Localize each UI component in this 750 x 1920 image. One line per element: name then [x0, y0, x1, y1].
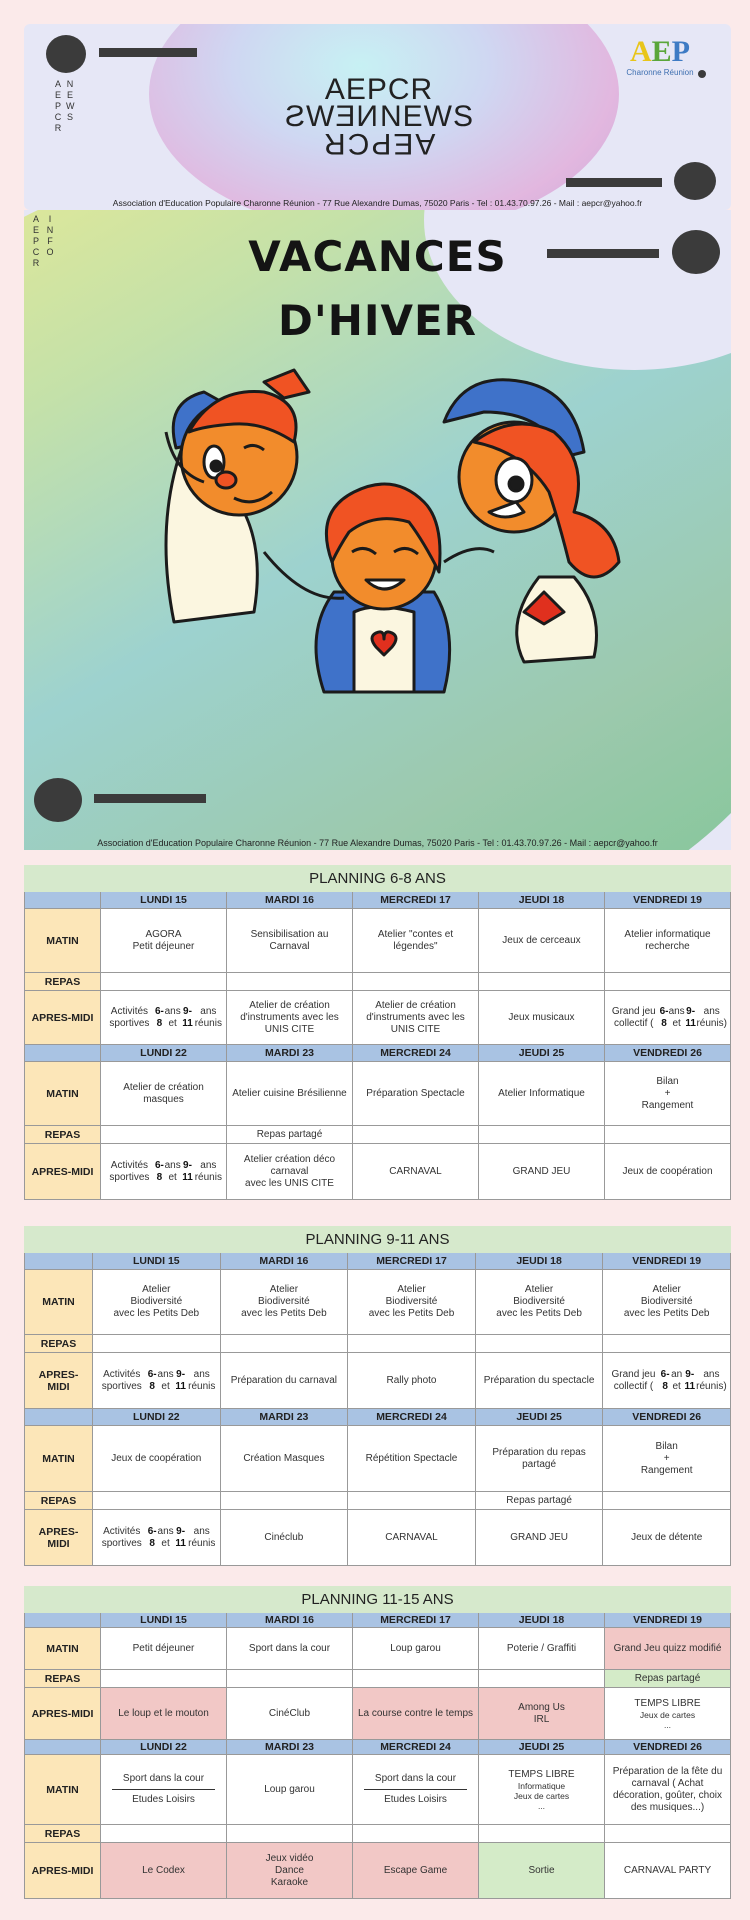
row-label-apres-midi: APRES-MIDI	[25, 1510, 93, 1566]
newsletter-header	[24, 24, 731, 210]
day-header: MERCREDI 17	[353, 892, 479, 909]
day-header: VENDREDI 26	[605, 1045, 731, 1062]
activity-cell	[101, 1755, 227, 1825]
planning-9-11	[24, 1226, 731, 1566]
planning-table	[24, 1613, 731, 1899]
row-label-apres-midi: APRES-MIDI	[25, 1353, 93, 1409]
activity-cell: Grand jeu collectif ( 6-8 ans et 9-11 ans réunis)	[605, 991, 731, 1045]
day-header: MARDI 23	[227, 1740, 353, 1755]
row-label-apres-midi: APRES-MIDI	[25, 1843, 101, 1899]
activity-cell: Atelier de création d'instruments avec les UNIS CITE	[227, 991, 353, 1045]
side-letters-left: A E P C R	[32, 214, 40, 268]
activity-cell: Grand jeu collectif ( 6-8 an et 9-11 ans réunis)	[603, 1353, 731, 1409]
header-corner	[25, 1253, 93, 1270]
decorative-bar	[566, 178, 662, 187]
header-corner	[25, 1740, 101, 1755]
day-header: LUNDI 22	[101, 1045, 227, 1062]
activity-cell: CARNAVAL	[353, 1144, 479, 1200]
activity-cell: Jeux de détente	[603, 1510, 731, 1566]
repas-cell: Repas partagé	[227, 1126, 353, 1144]
row-label-matin: MATIN	[25, 909, 101, 973]
repas-cell	[353, 1670, 479, 1688]
repas-cell	[101, 973, 227, 991]
activity-cell	[353, 1755, 479, 1825]
logo-dot	[698, 70, 706, 78]
day-header: MERCREDI 24	[353, 1740, 479, 1755]
repas-cell	[603, 1335, 731, 1353]
activity-cell: Jeux de cerceaux	[479, 909, 605, 973]
header-corner	[25, 1045, 101, 1062]
masthead	[269, 73, 489, 160]
activity-cell: Préparation du carnaval	[221, 1353, 349, 1409]
day-header: LUNDI 22	[101, 1740, 227, 1755]
repas-cell	[353, 1825, 479, 1843]
repas-cell-highlight: Repas partagé	[605, 1670, 731, 1688]
day-header: MERCREDI 17	[348, 1253, 476, 1270]
day-header: LUNDI 15	[93, 1253, 221, 1270]
day-header: MERCREDI 24	[348, 1409, 476, 1426]
repas-cell	[227, 1825, 353, 1843]
vacances-card	[24, 210, 731, 850]
logo-mark: AEP	[629, 35, 690, 68]
activity-cell: Atelier Biodiversité avec les Petits Deb	[476, 1270, 604, 1335]
day-header: MARDI 16	[227, 892, 353, 909]
row-label-repas: REPAS	[25, 1126, 101, 1144]
day-header: JEUDI 25	[479, 1045, 605, 1062]
activity-cell	[605, 1688, 731, 1740]
activity-cell: Petit déjeuner	[101, 1628, 227, 1670]
activity-cell-highlight: La course contre le temps	[353, 1688, 479, 1740]
day-header: MERCREDI 24	[353, 1045, 479, 1062]
address-line: Association d'Education Populaire Charonne Réunion - 77 Rue Alexandre Dumas, 75020 Paris - Tel : 01.43.70.97.26 - Mail : aepcr@yahoo.fr	[97, 838, 658, 848]
repas-cell	[605, 973, 731, 991]
activity-cell: Atelier "contes et légendes"	[353, 909, 479, 973]
day-header: JEUDI 18	[479, 1613, 605, 1628]
planning-6-8	[24, 865, 731, 1200]
repas-cell	[227, 973, 353, 991]
masthead-news: NEWS	[380, 100, 474, 133]
repas-cell	[479, 1126, 605, 1144]
row-label-matin: MATIN	[25, 1270, 93, 1335]
activity-cell-highlight: Among Us IRL	[479, 1688, 605, 1740]
day-header: MARDI 23	[221, 1409, 349, 1426]
activity-title: TEMPS LIBRE	[634, 1697, 701, 1709]
repas-cell	[353, 973, 479, 991]
activity-cell-highlight: Le loup et le mouton	[101, 1688, 227, 1740]
repas-cell	[605, 1825, 731, 1843]
planning-title: PLANNING 11-15 ANS	[24, 1586, 731, 1613]
row-label-repas: REPAS	[25, 1335, 93, 1353]
activity-cell: Préparation de la fête du carnaval ( Achat décoration, goûter, choix des musiques...)	[605, 1755, 731, 1825]
row-label-matin: MATIN	[25, 1628, 101, 1670]
activity-cell	[479, 1755, 605, 1825]
activity-cell: CARNAVAL	[348, 1510, 476, 1566]
repas-cell	[348, 1492, 476, 1510]
activity-cell: Jeux de coopération	[605, 1144, 731, 1200]
row-label-matin: MATIN	[25, 1062, 101, 1126]
repas-cell	[93, 1335, 221, 1353]
header-corner	[25, 1613, 101, 1628]
activity-cell: Création Masques	[221, 1426, 349, 1492]
activity-cell: Atelier de création d'instruments avec les UNIS CITE	[353, 991, 479, 1045]
masthead-title-flipped: AEPCR	[322, 127, 436, 160]
activity-cell: Loup garou	[353, 1628, 479, 1670]
day-header: JEUDI 25	[479, 1740, 605, 1755]
children-illustration	[144, 362, 634, 702]
activity-cell: Bilan + Rangement	[605, 1062, 731, 1126]
repas-cell	[221, 1492, 349, 1510]
activity-cell: Bilan + Rangement	[603, 1426, 731, 1492]
activity-cell: Répétition Spectacle	[348, 1426, 476, 1492]
repas-cell	[221, 1335, 349, 1353]
activity-cell: Activités sportives 6-8 ans et 9-11 ans réunis	[93, 1353, 221, 1409]
header-corner	[25, 892, 101, 909]
day-header: LUNDI 15	[101, 1613, 227, 1628]
activity-subtitle: Jeux de cartes ...	[639, 1709, 696, 1730]
decorative-dot	[46, 35, 86, 73]
repas-cell	[101, 1126, 227, 1144]
activity-cell: Rally photo	[348, 1353, 476, 1409]
row-label-repas: REPAS	[25, 1670, 101, 1688]
planning-title: PLANNING 6-8 ANS	[24, 865, 731, 892]
aep-logo	[617, 36, 703, 82]
day-header: VENDREDI 26	[605, 1740, 731, 1755]
row-label-repas: REPAS	[25, 973, 101, 991]
activity-cell: CARNAVAL PARTY	[605, 1843, 731, 1899]
option-divider	[112, 1789, 214, 1790]
repas-cell	[479, 1670, 605, 1688]
activity-cell: Sensibilisation au Carnaval	[227, 909, 353, 973]
activity-option: Sport dans la cour	[374, 1773, 457, 1784]
masthead-title: AEPCR	[324, 73, 434, 106]
activity-cell-highlight: Escape Game	[353, 1843, 479, 1899]
side-letters-left: A E P C R	[54, 79, 62, 133]
activity-option: Sport dans la cour	[122, 1773, 205, 1784]
row-label-matin: MATIN	[25, 1426, 93, 1492]
repas-cell	[227, 1670, 353, 1688]
day-header: VENDREDI 26	[603, 1409, 731, 1426]
decorative-dot	[674, 162, 716, 200]
row-label-repas: REPAS	[25, 1825, 101, 1843]
row-label-apres-midi: APRES-MIDI	[25, 1144, 101, 1200]
decorative-bar	[99, 48, 197, 57]
day-header: MARDI 16	[227, 1613, 353, 1628]
activity-cell: Sport dans la cour	[227, 1628, 353, 1670]
header-corner	[25, 1409, 93, 1426]
planning-table	[24, 892, 731, 1200]
activity-cell: Atelier Biodiversité avec les Petits Deb	[221, 1270, 349, 1335]
repas-cell	[479, 1825, 605, 1843]
decorative-dot	[34, 778, 82, 822]
side-letters-right: N E W S	[66, 79, 75, 122]
activity-cell: Atelier Biodiversité avec les Petits Deb	[348, 1270, 476, 1335]
activity-cell: Atelier Informatique	[479, 1062, 605, 1126]
activity-cell: Atelier informatique recherche	[605, 909, 731, 973]
row-label-apres-midi: APRES-MIDI	[25, 991, 101, 1045]
repas-cell	[353, 1126, 479, 1144]
activity-cell: Activités sportives 6-8 ans et 9-11 ans réunis	[93, 1510, 221, 1566]
repas-cell	[348, 1335, 476, 1353]
day-header: JEUDI 18	[479, 892, 605, 909]
activity-title: TEMPS LIBRE	[508, 1768, 575, 1780]
option-divider	[364, 1789, 466, 1790]
day-header: VENDREDI 19	[605, 1613, 731, 1628]
title-line-2: D'HIVER	[277, 296, 478, 345]
activity-cell: Atelier cuisine Brésilienne	[227, 1062, 353, 1126]
decorative-dot	[672, 230, 720, 274]
activity-cell: AGORA Petit déjeuner	[101, 909, 227, 973]
planning-11-15	[24, 1586, 731, 1899]
title-line-1: VACANCES	[248, 232, 507, 281]
day-header: LUNDI 15	[101, 892, 227, 909]
activity-cell-highlight: Jeux vidéo Dance Karaoke	[227, 1843, 353, 1899]
row-label-matin: MATIN	[25, 1755, 101, 1825]
activity-cell: Poterie / Graffiti	[479, 1628, 605, 1670]
activity-cell: Cinéclub	[221, 1510, 349, 1566]
activity-cell: Préparation du spectacle	[476, 1353, 604, 1409]
day-header: VENDREDI 19	[605, 892, 731, 909]
day-header: MERCREDI 17	[353, 1613, 479, 1628]
repas-cell: Repas partagé	[476, 1492, 604, 1510]
activity-option: Etudes Loisirs	[132, 1794, 195, 1805]
activity-cell: Atelier création déco carnaval avec les UNIS CITE	[227, 1144, 353, 1200]
row-label-apres-midi: APRES-MIDI	[25, 1688, 101, 1740]
day-header: MARDI 16	[221, 1253, 349, 1270]
side-letters-right: I N F O	[46, 214, 54, 257]
repas-cell	[101, 1825, 227, 1843]
activity-cell: CinéClub	[227, 1688, 353, 1740]
activity-cell: Jeux musicaux	[479, 991, 605, 1045]
address-line: Association d'Education Populaire Charonne Réunion - 77 Rue Alexandre Dumas, 75020 Paris - Tel : 01.43.70.97.26 - Mail : aepcr@yahoo.fr	[112, 198, 643, 208]
planning-title: PLANNING 9-11 ANS	[24, 1226, 731, 1253]
repas-cell	[101, 1670, 227, 1688]
activity-cell: Loup garou	[227, 1755, 353, 1825]
row-label-repas: REPAS	[25, 1492, 93, 1510]
repas-cell	[476, 1335, 604, 1353]
activity-cell: GRAND JEU	[479, 1144, 605, 1200]
activity-cell: Activités sportives 6-8 ans et 9-11 ans réunis	[101, 1144, 227, 1200]
activity-cell: Préparation du repas partagé	[476, 1426, 604, 1492]
activity-cell: Jeux de coopération	[93, 1426, 221, 1492]
day-header: JEUDI 25	[476, 1409, 604, 1426]
activity-subtitle: Informatique Jeux de cartes ...	[513, 1780, 570, 1811]
activity-cell: Atelier de création masques	[101, 1062, 227, 1126]
repas-cell	[605, 1126, 731, 1144]
day-header: JEUDI 18	[476, 1253, 604, 1270]
day-header: VENDREDI 19	[603, 1253, 731, 1270]
activity-cell: Activités sportives 6-8 ans et 9-11 ans réunis	[101, 991, 227, 1045]
activity-cell-highlight: Grand Jeu quizz modifié	[605, 1628, 731, 1670]
planning-table	[24, 1253, 731, 1566]
masthead-news-mirrored: NEWS	[284, 100, 378, 133]
activity-cell-highlight: Le Codex	[101, 1843, 227, 1899]
day-header: MARDI 23	[227, 1045, 353, 1062]
repas-cell	[603, 1492, 731, 1510]
logo-subtitle: Charonne Réunion	[626, 68, 694, 77]
activity-cell-highlight: Sortie	[479, 1843, 605, 1899]
activity-cell: Atelier Biodiversité avec les Petits Deb	[93, 1270, 221, 1335]
day-header: LUNDI 22	[93, 1409, 221, 1426]
decorative-bar	[94, 794, 206, 803]
repas-cell	[93, 1492, 221, 1510]
activity-option: Etudes Loisirs	[384, 1794, 447, 1805]
decorative-bar	[547, 249, 659, 258]
repas-cell	[479, 973, 605, 991]
activity-cell: GRAND JEU	[476, 1510, 604, 1566]
activity-cell: Atelier Biodiversité avec les Petits Deb	[603, 1270, 731, 1335]
activity-cell: Préparation Spectacle	[353, 1062, 479, 1126]
